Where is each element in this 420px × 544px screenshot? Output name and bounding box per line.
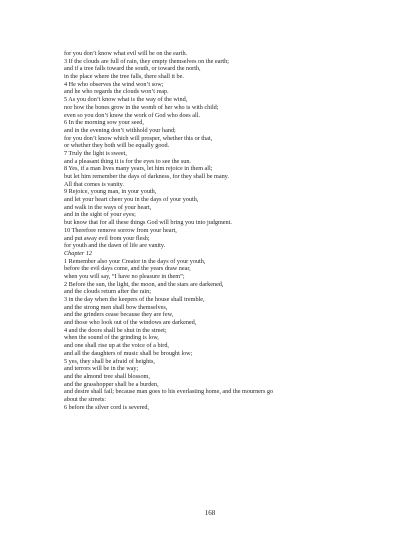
text-line: and walk in the ways of your heart, xyxy=(64,203,152,211)
text-line: but let him remember the days of darkness, for they shall be many. xyxy=(64,173,229,180)
text-line: in the place where the tree falls, there shall it be. xyxy=(64,73,184,81)
text-line: 4 and the doors shall be shut in the street; xyxy=(64,326,167,334)
text-line: but know that for all these things God will bring you into judgment. xyxy=(64,219,232,227)
text-line: 6 before the silver cord is severed, xyxy=(64,403,150,411)
text-line: 1 Remember also your Creator in the days of your youth, xyxy=(64,257,206,265)
text-line: and the almond tree shall blossom, xyxy=(64,372,150,380)
text-line: or whether they both will be equally good. xyxy=(64,142,170,150)
text-line: and let your heart cheer you in the days of your youth, xyxy=(64,196,199,204)
text-line: before the evil days come, and the years draw near, xyxy=(64,265,191,273)
text-line: 8 Yes, if a man lives many years, let him rejoice in them all; xyxy=(64,165,213,173)
text-line: for youth and the dawn of life are vanity. xyxy=(64,242,166,250)
text-line: 5 yes, they shall be afraid of heights, xyxy=(64,357,155,365)
text-line: 10 Therefore remove sorrow from your heart, xyxy=(64,226,177,234)
text-line: and put away evil from your flesh; xyxy=(64,234,150,242)
text-line: when you will say, “I have no pleasure in them”; xyxy=(64,272,185,280)
text-line: and those who look out of the windows are darkened, xyxy=(64,319,197,327)
text-line: 9 Rejoice, young man, in your youth, xyxy=(64,188,157,196)
text-line: when the sound of the grinding is low, xyxy=(64,334,159,342)
text-line: even so you don’t know the work of God who does all. xyxy=(64,111,200,119)
text-line: nor how the bones grow in the womb of her who is with child; xyxy=(64,103,219,111)
text-line: and one shall rise up at the voice of a bird, xyxy=(64,342,169,350)
text-line: All that comes is vanity. xyxy=(64,180,124,188)
text-line: and if a tree falls toward the south, or toward the north, xyxy=(64,65,201,73)
text-line: and the strong men shall bow themselves, xyxy=(64,303,168,311)
text-line: 2 Before the sun, the light, the moon, and the stars are darkened, xyxy=(64,280,224,288)
text-line: and the grasshopper shall be a burden, xyxy=(64,380,159,388)
text-line: and a pleasant thing it is for the eyes to see the sun. xyxy=(64,157,191,165)
text-line: for you don’t know which will prosper, whether this or that, xyxy=(64,134,213,142)
text-line: and the clouds return after the rain; xyxy=(64,288,151,296)
scripture-text xyxy=(64,50,364,411)
text-line: for you don’t know what evil will be on the earth. xyxy=(64,50,188,57)
text-line: about the streets: xyxy=(64,395,106,403)
text-line: and all the daughters of music shall be brought low; xyxy=(64,349,193,357)
text-line: 7 Truly the light is sweet, xyxy=(64,149,127,157)
text-line: and terrors will be in the way; xyxy=(64,365,139,373)
text-line: and desire shall fail; because man goes to his everlasting home, and the mourners go xyxy=(64,388,274,396)
text-line: and in the sight of your eyes; xyxy=(64,211,136,219)
text-line: 4 He who observes the wind won’t sow; xyxy=(64,80,164,88)
text-line: and in the evening don’t withhold your hand; xyxy=(64,126,176,134)
text-line: and the grinders cease because they are few, xyxy=(64,311,174,319)
text-line: 3 in the day when the keepers of the house shall tremble, xyxy=(64,296,205,303)
chapter-heading: Chapter 12 xyxy=(64,249,93,257)
text-line: and he who regards the clouds won’t reap. xyxy=(64,88,169,96)
page-number: 168 xyxy=(204,509,216,517)
text-line: 6 In the morning sow your seed, xyxy=(64,119,144,127)
text-line: 3 If the clouds are full of rain, they empty themselves on the earth; xyxy=(64,57,229,65)
text-line: 5 As you don’t know what is the way of the wind, xyxy=(64,96,188,104)
